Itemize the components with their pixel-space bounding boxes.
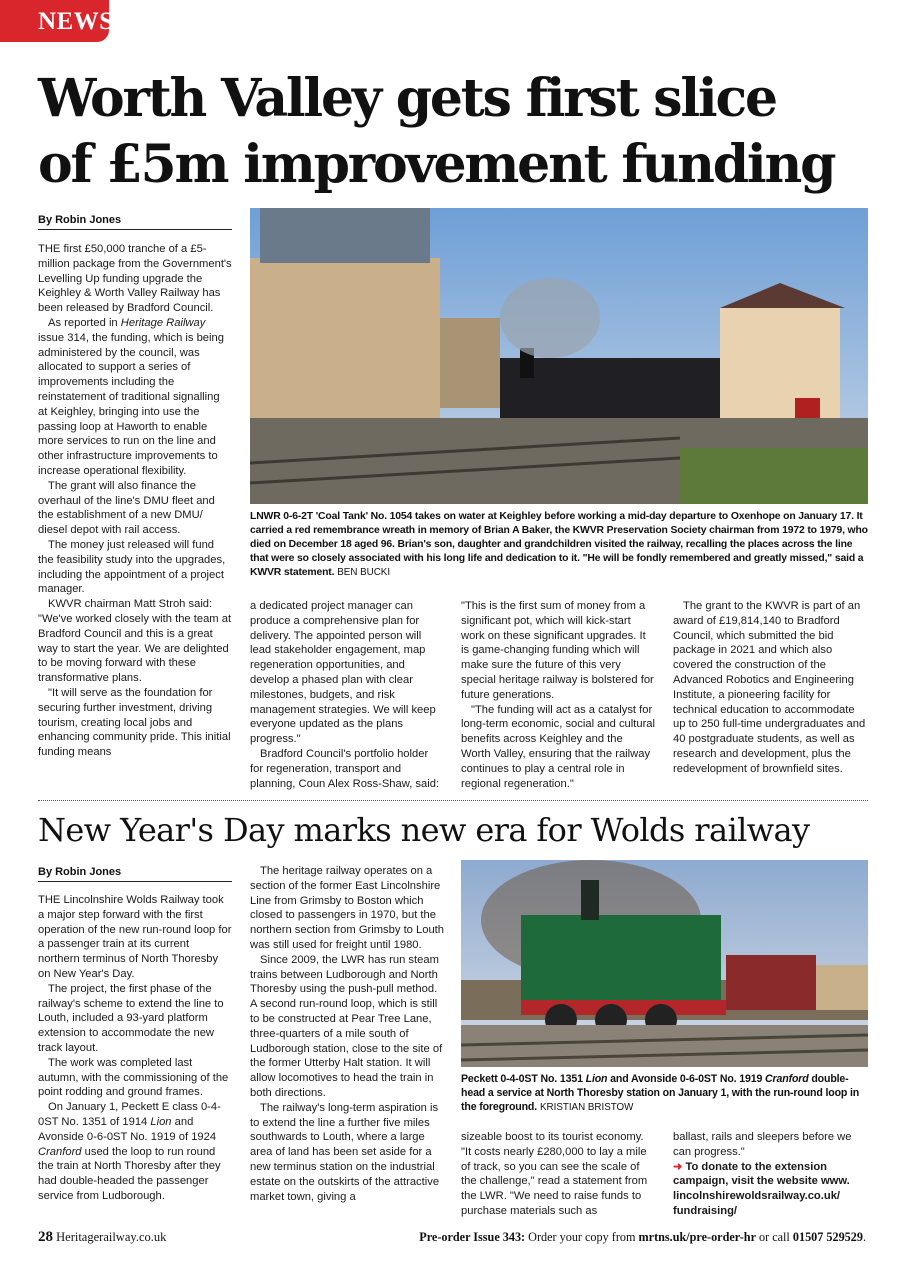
footer-preorder [419,1230,866,1245]
phone-number: 01507 529529 [792,1230,863,1244]
paragraph: KWVR chairman Matt Stroh said: "We've worked closely with the team at Bradford Council and this is a great way to start the year. We are delighted to be moving forward with these transformative plans. [38,598,232,685]
article2-caption [461,1072,868,1116]
loco-name: Cranford [38,1145,82,1158]
loco-name: Cranford [765,1073,809,1085]
preorder-url[interactable]: mrtns.uk/pre-order-hr [638,1230,756,1244]
article1-column-4 [673,599,868,777]
paragraph: ballast, rails and sleepers before we can progress." [673,1131,852,1158]
paragraph: Since 2009, the LWR has run steam trains between Ludborough and North Thoresby using the push-pull method. A second run-round loop, which is still to be constructed at Pear Tree Lane, three-quarters of a mile south of Ludborough station, close to the site of the former Utterby Halt station. It will allow locomotives to head the train in both directions. [250,953,443,1099]
article1-column-3 [461,599,655,791]
paragraph: sizeable boost to its tourist economy. "It costs nearly £280,000 to lay a mile of track, so you can see the scale of the challenge," read a statement from the LWR. "We need to raise funds to purchase materials such as [461,1131,648,1217]
caption-text: Peckett 0-4-0ST No. 1351 Lion and Avonside 0-6-0ST No. 1919 Cranford double-head a service at North Thoresby station on January 1, with the run-round loop in the foreground. [461,1073,860,1114]
paragraph: The railway's long-term aspiration is to extend the line a further five miles southwards to Louth, where a large area of land has been set aside for a new terminus station on the industrial estate on the outskirts of the attractive market town, giving a [250,1101,440,1203]
article1-caption [250,510,868,580]
train-photo-illustration [250,208,868,504]
paragraph: The grant will also finance the overhaul of the line's DMU fleet and the establishment of a new DMU/ diesel depot with rail access. [38,479,215,537]
footer-period: . [862,1230,866,1244]
paragraph: The project, the first phase of the railway's scheme to extend the line to Louth, included a 93-yard platform extension to accommodate the new track layout. [38,982,224,1054]
or-call-text: or call [755,1230,793,1244]
preorder-text: Order your copy from [525,1230,639,1244]
paragraph: The money just released will fund the feasibility study into the upgrades, including the appointment of a project manager. [38,538,226,596]
page-number: 28 [38,1229,53,1245]
loco-name: Lion [585,1073,608,1085]
article2-column-3 [461,1130,655,1219]
footer-folio [38,1229,166,1246]
paragraph: On January 1, Peckett E class 0-4-0ST No. 1351 of 1914 Lion and Avonside 0-6-0ST No. 1919 of 1924 Cranford used the loop to run round the train at North Thoresby after they had double-headed the passenger service from Ludborough. [38,1101,221,1202]
paragraph: The heritage railway operates on a section of the former East Lincolnshire Line from Grimsby to Boston which closed to passengers in 1970, but the northern section from Grimsby to Louth was still used for freight until 1980. [250,865,445,951]
article2-headline: New Year's Day marks new era for Wolds railway [38,811,810,849]
loco-name: Lion [150,1115,172,1128]
article1-column-2 [250,599,444,791]
paragraph: "This is the first sum of money from a significant pot, which will kick-start work on these significant upgrades. It is game-changing funding which will make sure the future of this very special heritage railway is bolstered for future generations. [461,600,654,701]
paragraph: THE first £50,000 tranche of a £5-million package from the Government's Levelling Up funding upgrade the Keighley & Worth Valley Railway has been released by Bradford Council. [38,243,232,315]
section-tag: NEWS [0,0,109,42]
article2-column-1 [38,893,232,1204]
byline-text: By Robin Jones [38,214,122,226]
publication-title: Heritage Railway [120,316,206,329]
paragraph: Bradford Council's portfolio holder for regeneration, transport and planning, Coun Alex Ross-Shaw, said: [250,747,440,790]
donate-text: To donate to the extension campaign, visit the website www. lincolnshirewoldsrailway.co.uk/ fundraising/ [673,1160,850,1217]
donate-callout [673,1160,868,1219]
article2-byline [38,866,232,882]
preorder-label: Pre-order Issue 343: [419,1230,526,1244]
caption-text: LNWR 0-6-2T 'Coal Tank' No. 1054 takes on water at Keighley before working a mid-day departure to Oxenhope on January 17. It carried a red remembrance wreath in memory of Brian A Baker, the KWVR Preservation Society chairman from 1972 to 1979, who died on December 18 aged 96. Brian's son, daughter and grandchildren visited the railway, recalling the places across the line that were so closely associated with his long life and dedication to it. "He will be fondly remembered and greatly missed," said a KWVR statement. [250,511,868,578]
photo-credit: KRISTIAN BRISTOW [539,1102,634,1114]
paragraph: "The funding will act as a catalyst for long-term economic, social and cultural benefits across Keighley and the Worth Valley, ensuring that the railway continues to play a central role in regional regeneration." [461,703,656,790]
footer-site: Heritagerailway.co.uk [56,1230,167,1244]
byline-text: By Robin Jones [38,866,122,878]
keighley-coal-tank-photo [250,208,868,504]
headline-line1: Worth Valley gets first slice [38,68,776,129]
paragraph: The grant to the KWVR is part of an award of £19,814,140 to Bradford Council, which submitted the bid package in 2021 and which also covered the construction of the Advanced Robotics and Engineering Institute, a pioneering facility for technical education to accommodate up to 250 full-time undergraduates and 40 postgraduate students, as well as research and development, plus the redevelopment of brownfield sites. [673,600,866,775]
train-photo-illustration [461,860,868,1067]
article2-column-2 [250,864,444,1204]
photo-credit: BEN BUCKI [337,567,391,578]
section-divider [38,800,868,801]
headline-line2: of £5m improvement funding [38,134,835,195]
paragraph: a dedicated project manager can produce a comprehensive plan for delivery. The appointed person will lead stakeholder engagement, map regeneration opportunities, and develop a phased plan with clear milestones, budgets, and risk management strategies. We will keep everyone updated as the plans progress." [250,600,436,746]
paragraph: As reported in Heritage Railway issue 314, the funding, which is being administered by the council, was allocated to support a series of improvements including the reinstatement of traditional signalling at Keighley, bringing into use the passing loop at Haworth to enable more services to run on the line and other infrastructure improvements to increase operational flexibility. [38,316,224,477]
arrow-right-icon: ➜ [673,1160,686,1173]
paragraph: The work was completed last autumn, with the commissioning of the point rodding and ground frames. [38,1056,229,1099]
article1-headline [38,66,878,198]
article1-column-1 [38,242,232,760]
paragraph: "It will serve as the foundation for securing further investment, driving tourism, creating local jobs and enhancing community pride. This initial funding means [38,686,231,759]
paragraph: THE Lincolnshire Wolds Railway took a major step forward with the first operation of the new run-round loop for a passenger train at its current northern terminus of North Thoresby on New Year's Day. [38,894,232,980]
article2-column-4 [673,1130,868,1219]
article1-byline [38,214,232,230]
north-thoresby-peckett-photo [461,860,868,1067]
